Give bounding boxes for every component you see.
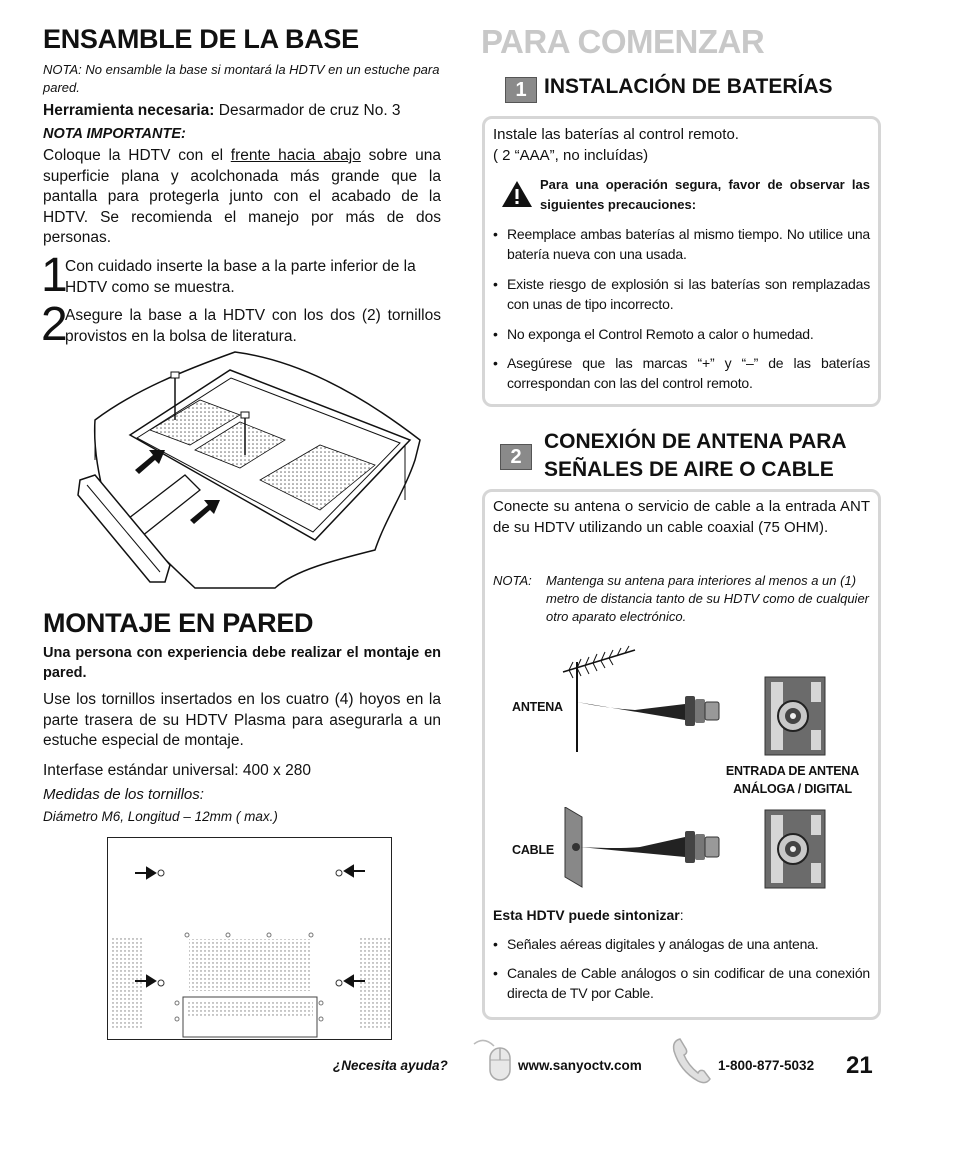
antenna-section-heading bbox=[544, 428, 847, 484]
battery-bullet-4-text: Asegúrese que las marcas “+” y “–” de las baterías correspondan con las del control remoto. bbox=[507, 355, 870, 391]
label-antenna-input-line-1: ENTRADA DE ANTENA bbox=[725, 764, 860, 778]
antenna-heading-line-2: SEÑALES DE AIRE O CABLE bbox=[544, 458, 834, 481]
tuning-bullet-1-text: Señales aéreas digitales y análogas de una antena. bbox=[507, 936, 819, 952]
step-1-number: 1 bbox=[41, 249, 68, 302]
screw-size-detail: Diámetro M6, Longitud – 12mm ( max.) bbox=[43, 809, 278, 824]
tool-required bbox=[43, 101, 443, 122]
note-text: No ensamble la base si montará la HDTV en un estuche para pared. bbox=[43, 62, 440, 95]
tuning-label: Esta HDTV puede sintonizar: bbox=[493, 907, 684, 923]
safety-warning-text: Para una operación segura, favor de observar las siguientes precauciones: bbox=[540, 177, 870, 212]
battery-intro-2: ( 2 “AAA”, no incluídas) bbox=[493, 147, 649, 164]
battery-intro-1: Instale las baterías al control remoto. bbox=[493, 126, 739, 143]
step-badge-1: 1 bbox=[505, 77, 537, 103]
wall-mount-instructions: Use los tornillos insertados en los cuatro (4) hoyos en la parte trasera de su HDTV Plasma para asegurarla a un estuche especial de montaje. bbox=[43, 691, 441, 749]
step-2-number: 2 bbox=[41, 298, 68, 351]
base-note: NOTA: No ensamble la base si montará la HDTV en un estuche para pared. bbox=[43, 62, 440, 95]
screw-size-label-text: Medidas de los tornillos bbox=[43, 786, 200, 803]
phone-icon bbox=[670, 1035, 716, 1087]
antenna-note-label: NOTA: bbox=[493, 573, 532, 588]
tool-value: Desarmador de cruz No. 3 bbox=[218, 102, 401, 119]
step-2-text: Asegure la base a la HDTV con los dos (2) tornillos provistos en la bolsa de literatura. bbox=[65, 307, 441, 345]
page-number: 21 bbox=[846, 1052, 873, 1079]
antenna-intro: Conecte su antena o servicio de cable a la entrada ANT de su HDTV utilizando un cable coaxial (75 OHM). bbox=[493, 498, 870, 536]
help-text: ¿Necesita ayuda? bbox=[333, 1058, 448, 1073]
tuning-bullet-1: • Señales aéreas digitales y análogas de una antena. bbox=[493, 934, 870, 954]
support-phone: 1-800-877-5032 bbox=[718, 1058, 815, 1073]
important-text-post: sobre una superficie plana y acolchonada más grande que la pantalla para protegerla junto con el acabado de la HDTV. Se recomienda el manejo por más de dos personas. bbox=[43, 147, 441, 246]
tuning-label-text: Esta HDTV puede sintonizar bbox=[493, 907, 680, 923]
battery-bullet-4: • Asegúrese que las marcas “+” y “–” de las baterías correspondan con las del control remoto. bbox=[493, 355, 870, 391]
label-antenna-input bbox=[710, 762, 875, 798]
section-title-base-assembly: ENSAMBLE DE LA BASE bbox=[43, 24, 359, 54]
website-link[interactable]: www.sanyoctv.com bbox=[518, 1058, 642, 1073]
tuning-bullet-2-text: Canales de Cable análogos o sin codificar de una conexión directa de TV por Cable. bbox=[507, 965, 870, 1001]
cable-connection-diagram bbox=[560, 807, 830, 892]
mount-interface-spec: Interfase estándar universal: 400 x 280 bbox=[43, 762, 311, 779]
antenna-heading-line-1: CONEXIÓN DE ANTENA PARA bbox=[544, 430, 847, 453]
page-title: PARA COMENZAR bbox=[481, 23, 765, 60]
label-antenna-input-line-2: ANÁLOGA / DIGITAL bbox=[733, 782, 852, 796]
important-text-underline: frente hacia abajo bbox=[230, 147, 361, 164]
mouse-icon bbox=[470, 1036, 514, 1086]
wall-mount-warning: Una persona con experiencia debe realizar el montaje en pared. bbox=[43, 645, 441, 681]
note-label: NOTA bbox=[43, 62, 79, 77]
battery-bullet-2: • Existe riesgo de explosión si las baterías son remplazadas con unas de tipo incorrecto. bbox=[493, 276, 870, 312]
battery-bullet-1-text: Reemplace ambas baterías al mismo tiempo. No utilice una batería nueva con una usada. bbox=[507, 226, 870, 262]
tool-label: Herramienta necesaria: bbox=[43, 102, 215, 119]
antenna-connection-diagram bbox=[555, 642, 830, 762]
important-text-pre: Coloque la HDTV con el bbox=[43, 147, 231, 164]
battery-instructions-box bbox=[482, 116, 881, 407]
battery-bullet-2-text: Existe riesgo de explosión si las baterías son remplazadas con unas de tipo incorrecto. bbox=[507, 276, 870, 312]
antenna-note-label-text: NOTA bbox=[493, 573, 529, 588]
base-assembly-illustration bbox=[75, 350, 430, 590]
step-badge-2: 2 bbox=[500, 444, 532, 470]
label-cable: CABLE bbox=[512, 843, 555, 857]
important-note-text bbox=[43, 146, 441, 249]
step-1-text: Con cuidado inserte la base a la parte inferior de la HDTV como se muestra. bbox=[65, 258, 416, 296]
battery-bullet-3-text: No exponga el Control Remoto a calor o humedad. bbox=[507, 326, 814, 342]
label-antenna: ANTENA bbox=[512, 700, 563, 714]
antenna-instructions-box bbox=[482, 489, 881, 1020]
tv-rear-mount-diagram bbox=[107, 837, 393, 1041]
battery-section-heading: INSTALACIÓN DE BATERÍAS bbox=[544, 75, 833, 98]
important-note-label: NOTA IMPORTANTE: bbox=[43, 126, 186, 142]
battery-bullet-1: • Reemplace ambas baterías al mismo tiempo. No utilice una batería nueva con una usada. bbox=[493, 226, 870, 262]
antenna-note-text: Mantenga su antena para interiores al menos a un (1) metro de distancia tanto de su HDTV como de cualquier otro aparato electrónico. bbox=[546, 573, 870, 624]
section-title-wall-mount: MONTAJE EN PARED bbox=[43, 608, 314, 638]
battery-bullet-3: • No exponga el Control Remoto a calor o humedad. bbox=[493, 324, 870, 344]
tuning-bullet-2: • Canales de Cable análogos o sin codificar de una conexión directa de TV por Cable. bbox=[493, 965, 870, 1001]
screw-size-label: Medidas de los tornillos: bbox=[43, 786, 204, 803]
warning-icon bbox=[500, 179, 534, 209]
